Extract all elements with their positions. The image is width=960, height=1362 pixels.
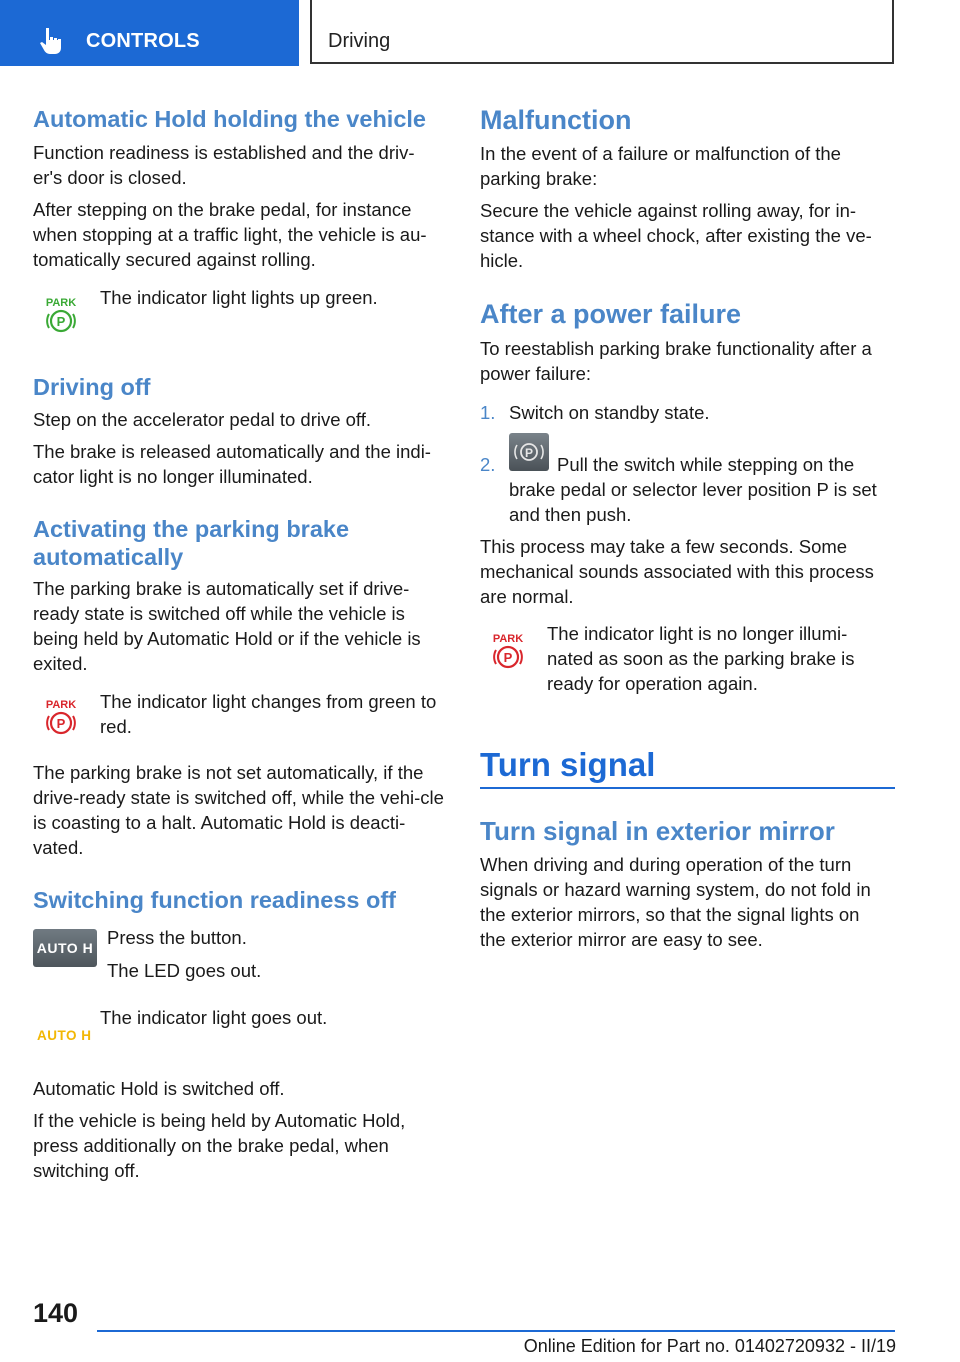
mirror-text: When driving and during operation of the turn signals or hazard warning system, do not fold in the exterior mirrors, so that the signal lights on the exterior mirror are easy to see. <box>480 854 871 950</box>
auto-h-button[interactable]: AUTO H <box>33 929 97 967</box>
auto-hold-heading: Automatic Hold holding the vehicle <box>33 106 426 132</box>
driving-off-p2: The brake is released automatically and the indi-cator light is no longer illuminated. <box>33 441 431 487</box>
power-failure-heading: After a power failure <box>480 299 742 329</box>
svg-text:PARK: PARK <box>45 297 77 309</box>
switching-heading: Switching function readiness off <box>33 887 396 913</box>
hand-pointer-icon <box>40 26 64 54</box>
auto-h-indicator-icon: AUTO H <box>37 1028 92 1043</box>
svg-text:PARK: PARK <box>45 699 77 711</box>
park-red-icon <box>41 697 81 737</box>
park-green-text: The indicator light lights up green. <box>100 287 378 308</box>
chapter-box <box>310 0 894 64</box>
activating-heading-line2: automatically <box>33 544 184 570</box>
section-tab <box>0 0 299 66</box>
malfunction-heading: Malfunction <box>480 105 632 135</box>
malfunction-p2: Secure the vehicle against rolling away, for in-stance with a wheel chock, after existing the ve-hicle. <box>480 200 872 271</box>
park-red-text: The indicator light changes from green to red. <box>100 691 437 737</box>
led-goes-out-text: The LED goes out. <box>107 960 262 981</box>
park-ready-indicator <box>480 621 895 701</box>
activating-p2: The parking brake is not set automatically, if the drive-ready state is switched off, while the vehi-cle is coasting to a halt. Automatic Hold is deacti-vated. <box>33 762 444 858</box>
process-text: This process may take a few seconds. Some mechanical sounds associated with this process are normal. <box>480 536 874 607</box>
park-green-indicator <box>33 285 447 335</box>
turn-signal-rule <box>480 787 895 789</box>
page-number: 140 <box>33 1298 79 1328</box>
chapter-label: Driving <box>328 30 391 52</box>
power-p1: To reestablish parking brake functionality after a power failure: <box>480 338 872 384</box>
svg-text:P: P <box>56 314 66 329</box>
step-1-number: 1. <box>480 402 496 423</box>
park-red-indicator <box>33 689 447 741</box>
step-1-text: Switch on standby state. <box>509 402 710 423</box>
step-2-number: 2. <box>480 454 496 475</box>
park-ready-text: The indicator light is no longer illumi-nated as soon as the parking brake is ready for operation again. <box>547 623 855 694</box>
turn-signal-heading: Turn signal <box>480 746 656 783</box>
mirror-heading: Turn signal in exterior mirror <box>480 816 835 846</box>
auto-hold-p1: Function readiness is established and the driv-er's door is closed. <box>33 142 415 188</box>
driving-off-p1: Step on the accelerator pedal to drive off. <box>33 409 372 430</box>
section-label: CONTROLS <box>86 30 200 52</box>
park-ready-icon <box>488 631 528 671</box>
indicator-goes-out-text: The indicator light goes out. <box>100 1007 328 1028</box>
edition-text: Online Edition for Part no. 01402720932 - II/19 <box>523 1336 896 1356</box>
auto-hold-p2: After stepping on the brake pedal, for instance when stopping at a traffic light, the vehicle is au-tomatically secured against rolling. <box>33 199 427 270</box>
malfunction-p1: In the event of a failure or malfunction of the parking brake: <box>480 143 841 189</box>
activating-p1: The parking brake is automatically set if drive-ready state is switched off while the vehicle is being held by Automatic Hold or if the vehicle is exited. <box>33 578 421 674</box>
switched-off-text: Automatic Hold is switched off. <box>33 1078 285 1099</box>
svg-text:P: P <box>524 446 534 460</box>
press-button-text: Press the button. <box>107 927 247 948</box>
footer-rule <box>97 1330 895 1332</box>
step-2-text: Pull the switch while stepping on the brake pedal or selector lever position P is set and then push. <box>509 454 877 525</box>
held-text: If the vehicle is being held by Automatic Hold, press additionally on the brake pedal, when switching off. <box>33 1110 406 1181</box>
svg-text:PARK: PARK <box>492 633 524 645</box>
activating-heading-line1: Activating the parking brake <box>33 516 350 542</box>
svg-text:P: P <box>503 650 513 665</box>
driving-off-heading: Driving off <box>33 374 151 400</box>
park-green-icon <box>41 295 81 335</box>
svg-text:P: P <box>56 716 66 731</box>
